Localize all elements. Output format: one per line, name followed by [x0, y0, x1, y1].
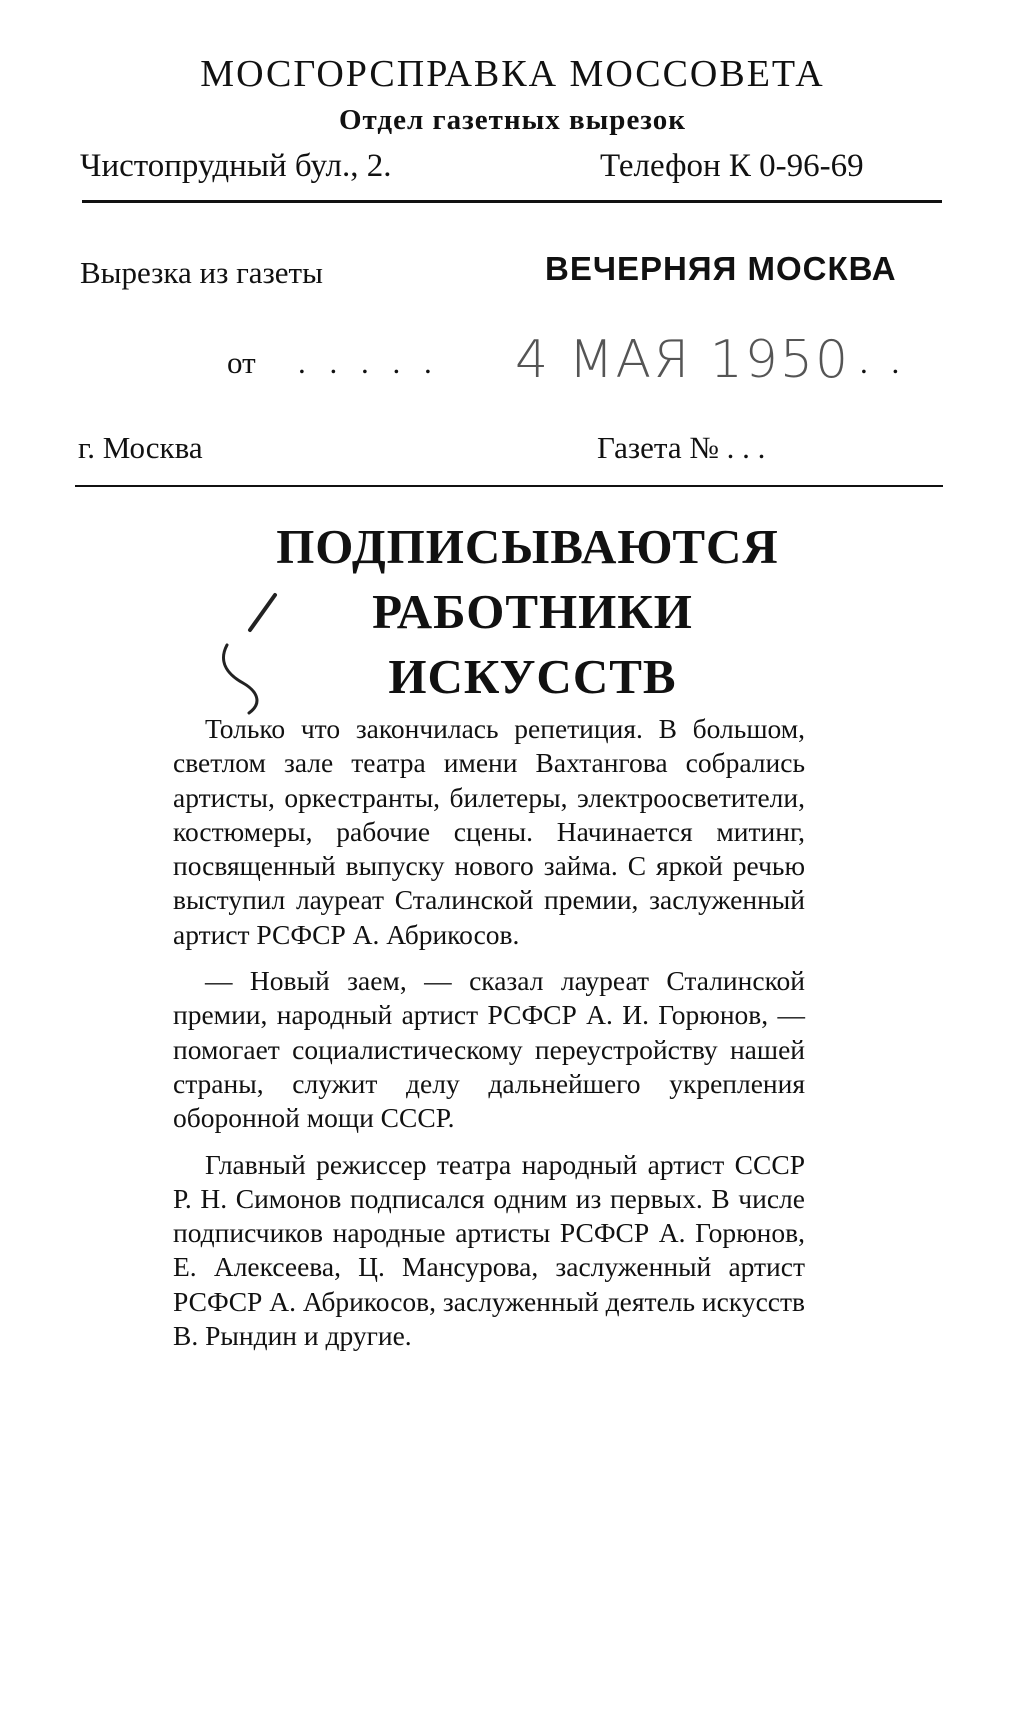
date-dots-right: . . [860, 345, 908, 380]
date-dots-left: . . . . . [298, 345, 440, 380]
phone-number: Телефон К 0-96-69 [600, 148, 864, 184]
address: Чистопрудный бул., 2. [80, 148, 392, 184]
newspaper-name: ВЕЧЕРНЯЯ МОСКВА [545, 250, 897, 287]
article-title-line-2: РАБОТНИКИ [372, 584, 693, 639]
article-paragraph: — Новый заем, — сказал лауреат Сталинской премии, народный артист РСФСР А. И. Горюнов, — помогает социалистическому переустройству нашей страны, служит делу дальнейшего укрепления оборонной мощи СССР. [173, 965, 805, 1134]
article-body [173, 712, 805, 1365]
clipping-label: Вырезка из газеты [80, 255, 323, 290]
header-divider [82, 200, 942, 203]
city: г. Москва [78, 430, 203, 465]
date-stamp: 4 МАЯ 1950 [515, 330, 851, 390]
department-name: Отдел газетных вырезок [338, 104, 687, 136]
organization-name: МОСГОРСПРАВКА МОССОВЕТА [200, 53, 825, 95]
article-title-line-3: ИСКУССТВ [388, 649, 677, 704]
article-paragraph: Главный режиссер театра народный артист СССР Р. Н. Симонов подписался одним из первых. В числе подписчиков народные артисты РСФСР А. Горюнов, Е. Алексеева, Ц. Мансурова, заслуженный артист РСФСР А. Абрикосов, заслуженный деятель искусств В. Рындин и другие. [173, 1148, 805, 1352]
date-label: от [227, 345, 256, 380]
clipping-divider [75, 485, 943, 487]
article-paragraph: Только что закончилась репетиция. В большом, светлом зале театра имени Вахтангова собрались артисты, оркестранты, билетеры, электроосветители, костюмеры, рабочие сцены. Начинается митинг, посвященный выпуску нового займа. С яркой речью выступил лауреат Сталинской премии, заслуженный артист РСФСР А. Абрикосов. [173, 713, 805, 950]
article-title-line-1: ПОДПИСЫВАЮТСЯ [276, 519, 779, 574]
issue-number: Газета № . . . [597, 430, 766, 465]
